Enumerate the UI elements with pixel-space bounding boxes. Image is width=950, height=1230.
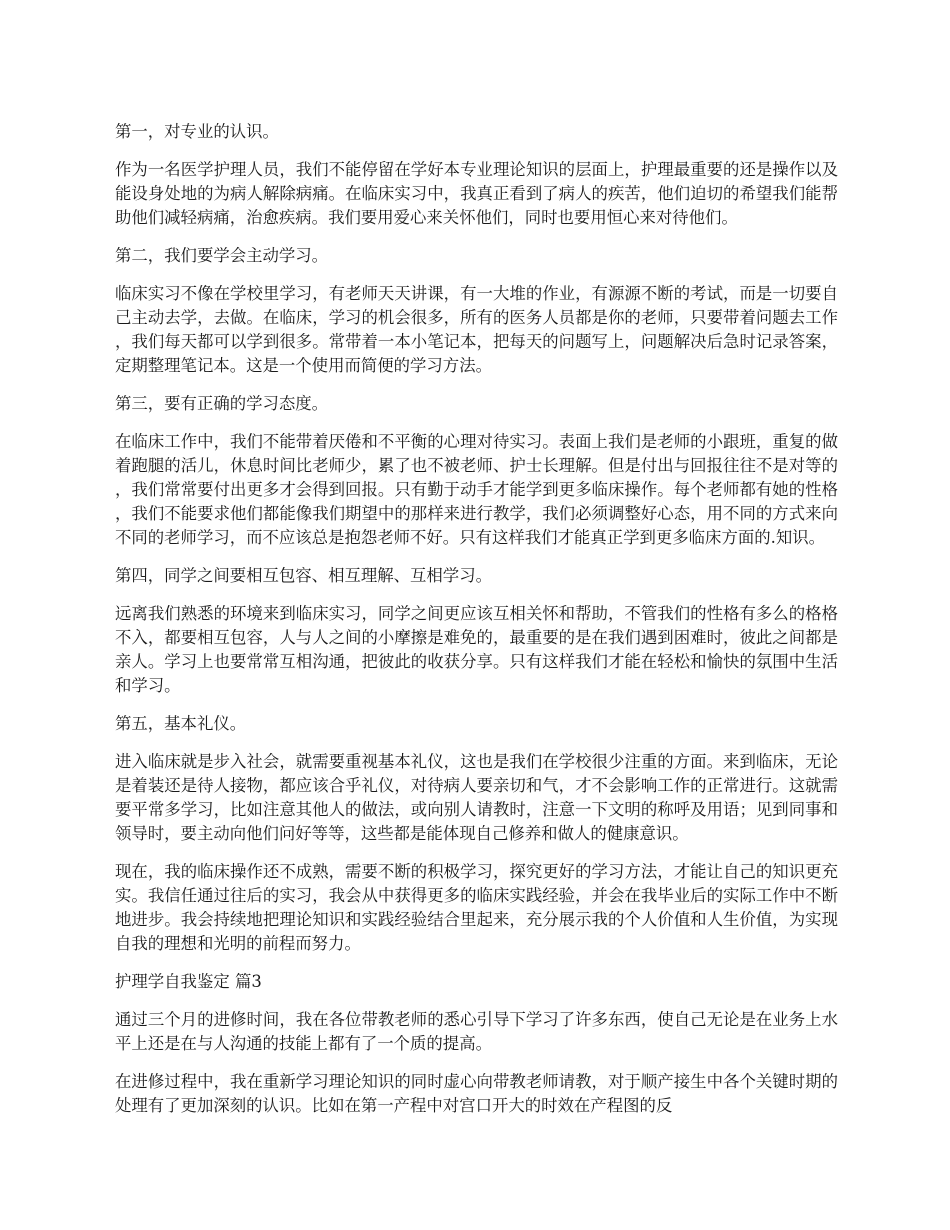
section-heading-4: 第四，同学之间要相互包容、相互理解、互相学习。	[115, 566, 492, 585]
paragraph-7: 通过三个月的进修时间，我在各位带教老师的悉心引导下学习了许多东西，使自己无论是在业务上水平上还是在与人沟通的技能上都有了一个质的提高。	[115, 1010, 838, 1053]
section-heading-5: 第五，基本礼仪。	[115, 714, 247, 733]
paragraph-3: 在临床工作中，我们不能带着厌倦和不平衡的心理对待实习。表面上我们是老师的小跟班，重复的做着跑腿的活儿，休息时间比老师少，累了也不被老师、护士长理解。但是付出与回报往往不是对等的，我们常常要付出更多才会得到回报。只有勤于动手才能学到更多临床操作。每个老师都有她的性格，我们不能要求他们都能像我们期望中的那样来进行教学，我们必须调整好心态，用不同的方式来向不同的老师学习，而不应该总是抱怨老师不好。只有这样我们才能真正学到更多临床方面的.知识。	[115, 432, 838, 547]
paragraph-1: 作为一名医学护理人员，我们不能停留在学好本专业理论知识的层面上，护理最重要的还是操作以及能设身处地的为病人解除病痛。在临床实习中，我真正看到了病人的疾苦，他们迫切的希望我们能帮助他们减轻病痛，治愈疾病。我们要用爱心来关怀他们，同时也要用恒心来对待他们。	[115, 160, 838, 227]
paragraph-5: 进入临床就是步入社会，就需要重视基本礼仪，这也是我们在学校很少注重的方面。来到临床，无论是着装还是待人接物，都应该合乎礼仪，对待病人要亲切和气，才不会影响工作的正常进行。这就需要平常多学习，比如注意其他人的做法，或向别人请教时，注意一下文明的称呼及用语；见到同事和领导时，要主动向他们问好等等，这些都是能体现自己修养和做人的健康意识。	[115, 752, 838, 843]
section-heading-3: 第三，要有正确的学习态度。	[115, 394, 329, 413]
paragraph-4: 远离我们熟悉的环境来到临床实习，同学之间更应该互相关怀和帮助，不管我们的性格有多么的格格不入，都要相互包容，人与人之间的小摩擦是难免的，最重要的是在我们遇到困难时，彼此之间都是亲人。学习上也要常常互相沟通，把彼此的收获分享。只有这样我们才能在轻松和愉快的氛围中生活和学习。	[115, 604, 838, 695]
paragraph-6: 现在，我的临床操作还不成熟，需要不断的积极学习，探究更好的学习方法，才能让自己的知识更充实。我信任通过往后的实习，我会从中获得更多的临床实践经验，并会在我毕业后的实际工作中不断地进步。我会持续地把理论知识和实践经验结合里起来，充分展示我的个人价值和人生价值，为实现自我的理想和光明的前程而努力。	[115, 862, 838, 953]
document-body	[115, 120, 838, 1132]
paragraph-2: 临床实习不像在学校里学习，有老师天天讲课，有一大堆的作业，有源源不断的考试，而是一切要自己主动去学，去做。在临床，学习的机会很多，所有的医务人员都是你的老师，只要带着问题去工作，我们每天都可以学到很多。常带着一本小笔记本，把每天的问题写上，问题解决后急时记录答案，定期整理笔记本。这是一个使用而简便的学习方法。	[115, 284, 838, 375]
section-heading-1: 第一，对专业的认识。	[115, 122, 279, 141]
section-heading-2: 第二，我们要学会主动学习。	[115, 246, 329, 265]
paragraph-8: 在进修过程中，我在重新学习理论知识的同时虚心向带教老师请教，对于顺产接生中各个关键时期的处理有了更加深刻的认识。比如在第一产程中对宫口开大的时效在产程图的反	[115, 1072, 838, 1115]
article-title: 护理学自我鉴定 篇3	[115, 972, 262, 991]
